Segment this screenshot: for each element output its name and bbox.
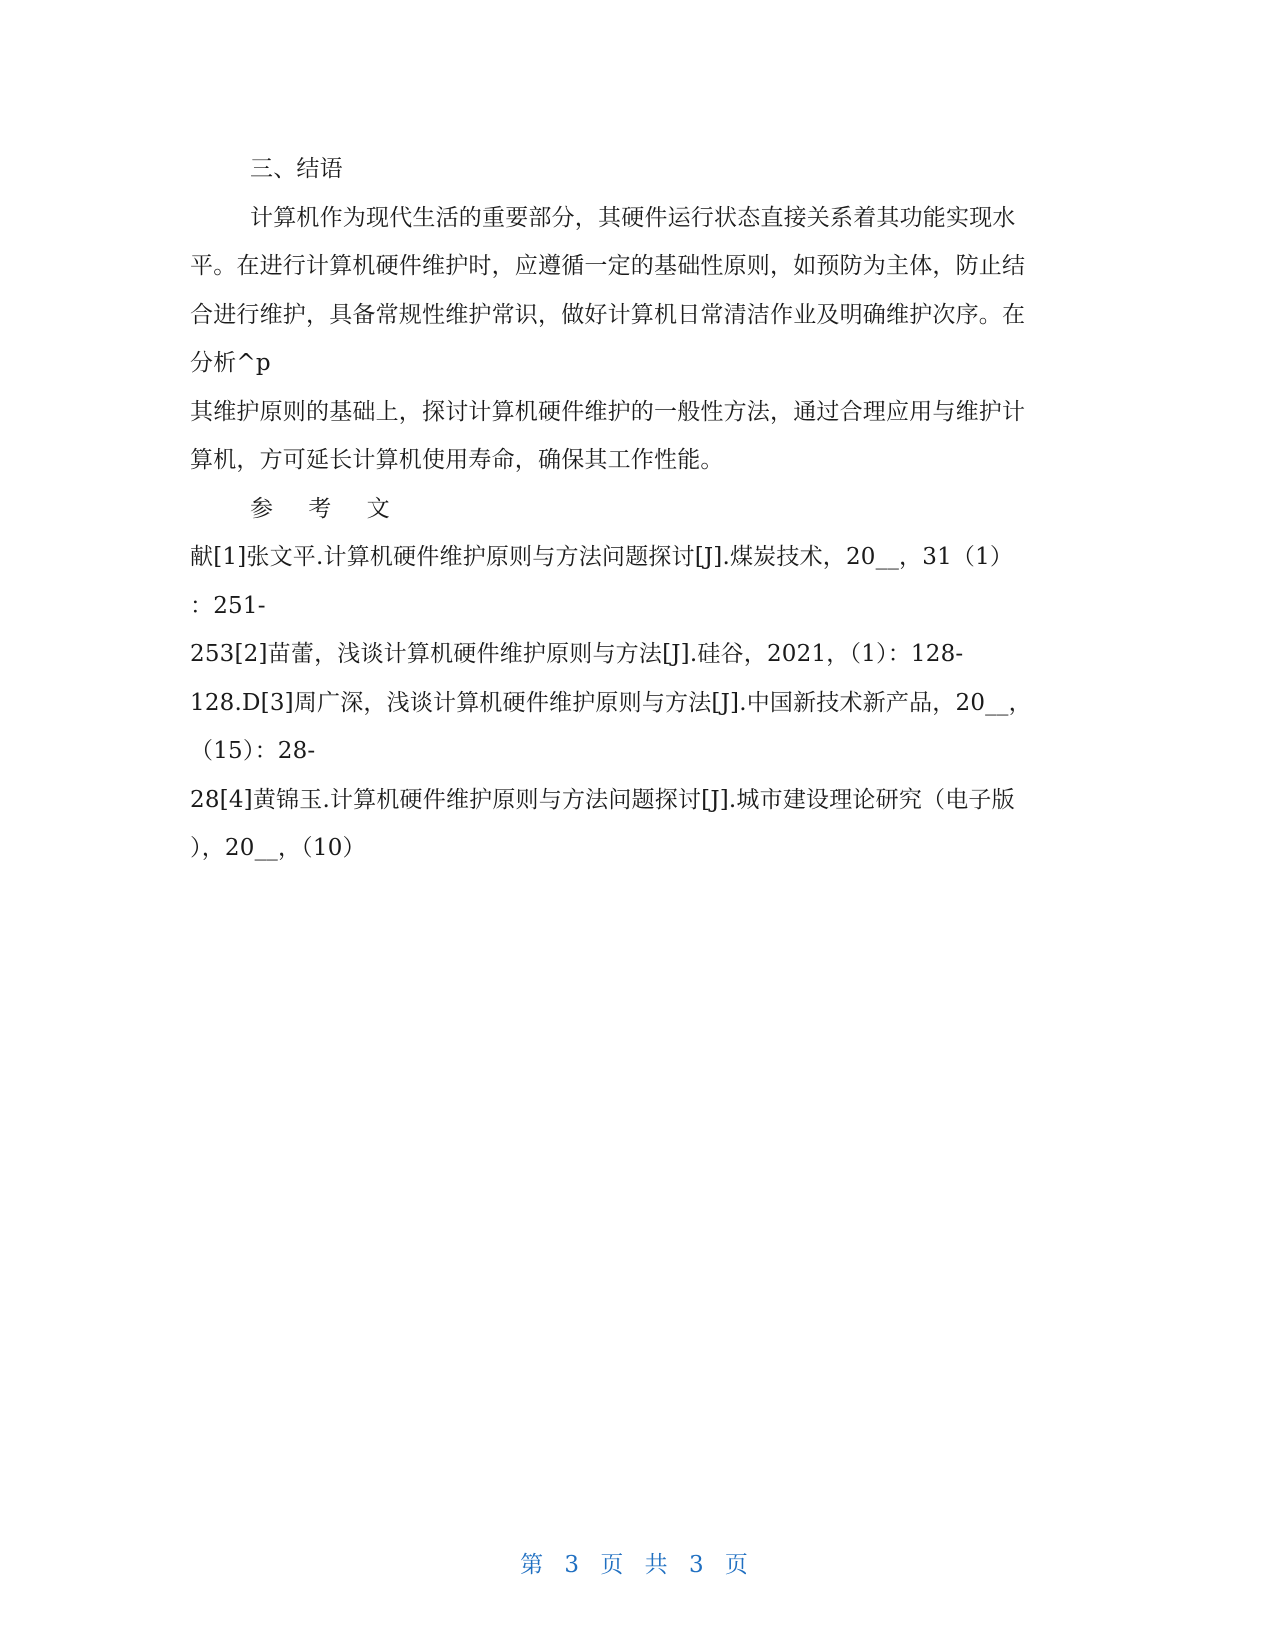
paragraph-line: 平。在进行计算机硬件维护时，应遵循一定的基础性原则，如预防为主体，防止结 [190,253,1026,279]
reference-line: 28[4]黄锦玉.计算机硬件维护原则与方法问题探讨[J].城市建设理论研究（电子版 [190,786,1015,813]
page-content [190,145,1100,873]
paragraph-line: 计算机作为现代生活的重要部分，其硬件运行状态直接关系着其功能实现水 [250,204,1016,231]
reference-line: 献[1]张文平.计算机硬件维护原则与方法问题探讨[J].煤炭技术，20__，31（1） [190,544,1014,570]
paragraph-line: 算机，方可延长计算机使用寿命，确保其工作性能。 [190,447,724,473]
reference-line: 128.D[3]周广深，浅谈计算机硬件维护原则与方法[J].中国新技术新产品，20__， [190,689,1032,716]
reference-line: ），20__，（10） [190,835,366,861]
page-number-footer: 第 3 页 共 3 页 [520,1552,755,1578]
references-heading: 参 考 文 [250,495,404,522]
conclusion-paragraph [190,194,1100,485]
reference-line: ：251- [190,592,266,619]
paragraph-line: 其维护原则的基础上，探讨计算机硬件维护的一般性方法，通过合理应用与维护计 [190,398,1026,425]
reference-line: （15）：28- [190,738,316,764]
reference-line: 253[2]苗蕾，浅谈计算机硬件维护原则与方法[J].硅谷，2021，（1）：128- [190,641,964,667]
reference-list [190,533,1100,873]
paragraph-line: 合进行维护，具备常规性维护常识，做好计算机日常清洁作业及明确维护次序。在 [190,301,1026,328]
paragraph-line: 分析^p [190,350,271,376]
section-heading: 三、结语 [250,156,343,182]
